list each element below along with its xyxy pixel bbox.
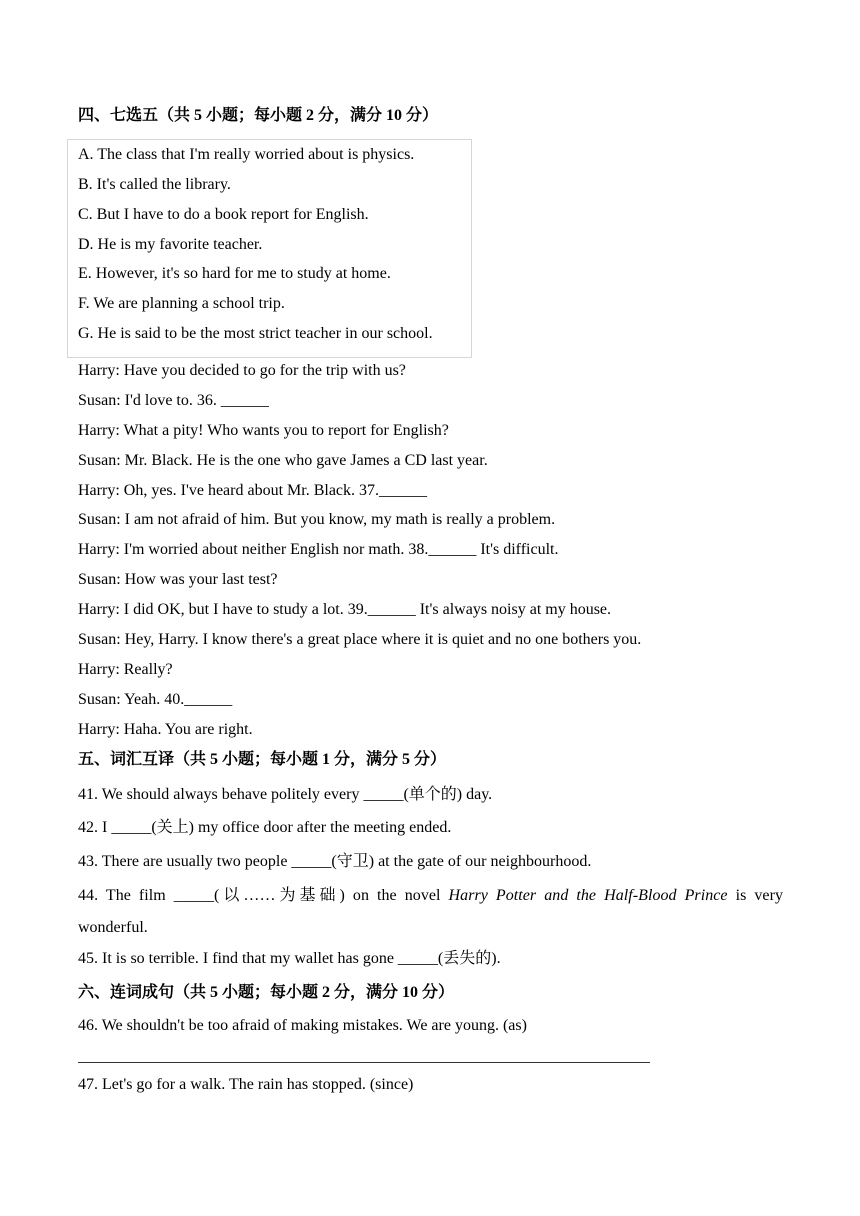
dialogue-line: Harry: Really? [78, 661, 173, 678]
dialogue-line: Harry: Have you decided to go for the trip with us? [78, 362, 406, 379]
novel-title: Harry Potter and the Half-Blood Prince [448, 887, 728, 904]
option-c: C. But I have to do a book report for English. [78, 206, 369, 223]
answer-line-46[interactable] [78, 1062, 650, 1063]
dialogue-line: Harry: I did OK, but I have to study a lot. 39.______ It's always noisy at my house. [78, 601, 612, 618]
question-47: 47. Let's go for a walk. The rain has stopped. (since) [78, 1076, 414, 1093]
question-44-before: 44. The film _____(以……为基础) on the novel [78, 887, 449, 904]
section-4-heading: 四、七选五（共 5 小题；每小题 2 分，满分 10 分） [78, 107, 439, 124]
question-44-after: is very [727, 887, 783, 904]
dialogue-line: Susan: Mr. Black. He is the one who gave James a CD last year. [78, 452, 488, 469]
question-46: 46. We shouldn't be too afraid of making mistakes. We are young. (as) [78, 1017, 527, 1034]
dialogue-line: Harry: I'm worried about neither English nor math. 38.______ It's difficult. [78, 541, 559, 558]
question-41: 41. We should always behave politely every _____(单个的) day. [78, 786, 493, 803]
dialogue-line: Harry: Haha. You are right. [78, 721, 253, 738]
option-f: F. We are planning a school trip. [78, 295, 285, 312]
option-a: A. The class that I'm really worried about is physics. [78, 146, 415, 163]
dialogue-line: Susan: Yeah. 40.______ [78, 691, 233, 708]
option-d: D. He is my favorite teacher. [78, 236, 263, 253]
question-44 [78, 886, 783, 906]
dialogue-line: Susan: I am not afraid of him. But you know, my math is really a problem. [78, 511, 556, 528]
question-44-continuation: wonderful. [78, 919, 148, 936]
option-g: G. He is said to be the most strict teacher in our school. [78, 325, 433, 342]
dialogue-line: Susan: I'd love to. 36. ______ [78, 392, 269, 409]
section-6-heading: 六、连词成句（共 5 小题；每小题 2 分，满分 10 分） [78, 984, 455, 1001]
dialogue-line: Harry: Oh, yes. I've heard about Mr. Black. 37.______ [78, 482, 428, 499]
question-45: 45. It is so terrible. I find that my wallet has gone _____(丢失的). [78, 950, 501, 967]
question-43: 43. There are usually two people _____(守卫) at the gate of our neighbourhood. [78, 853, 592, 870]
option-b: B. It's called the library. [78, 176, 231, 193]
section-5-heading: 五、词汇互译（共 5 小题；每小题 1 分，满分 5 分） [78, 751, 447, 768]
dialogue-line: Susan: Hey, Harry. I know there's a great place where it is quiet and no one bothers you. [78, 631, 642, 648]
dialogue-line: Susan: How was your last test? [78, 571, 278, 588]
question-42: 42. I _____(关上) my office door after the meeting ended. [78, 819, 452, 836]
option-e: E. However, it's so hard for me to study at home. [78, 265, 391, 282]
dialogue-line: Harry: What a pity! Who wants you to report for English? [78, 422, 449, 439]
